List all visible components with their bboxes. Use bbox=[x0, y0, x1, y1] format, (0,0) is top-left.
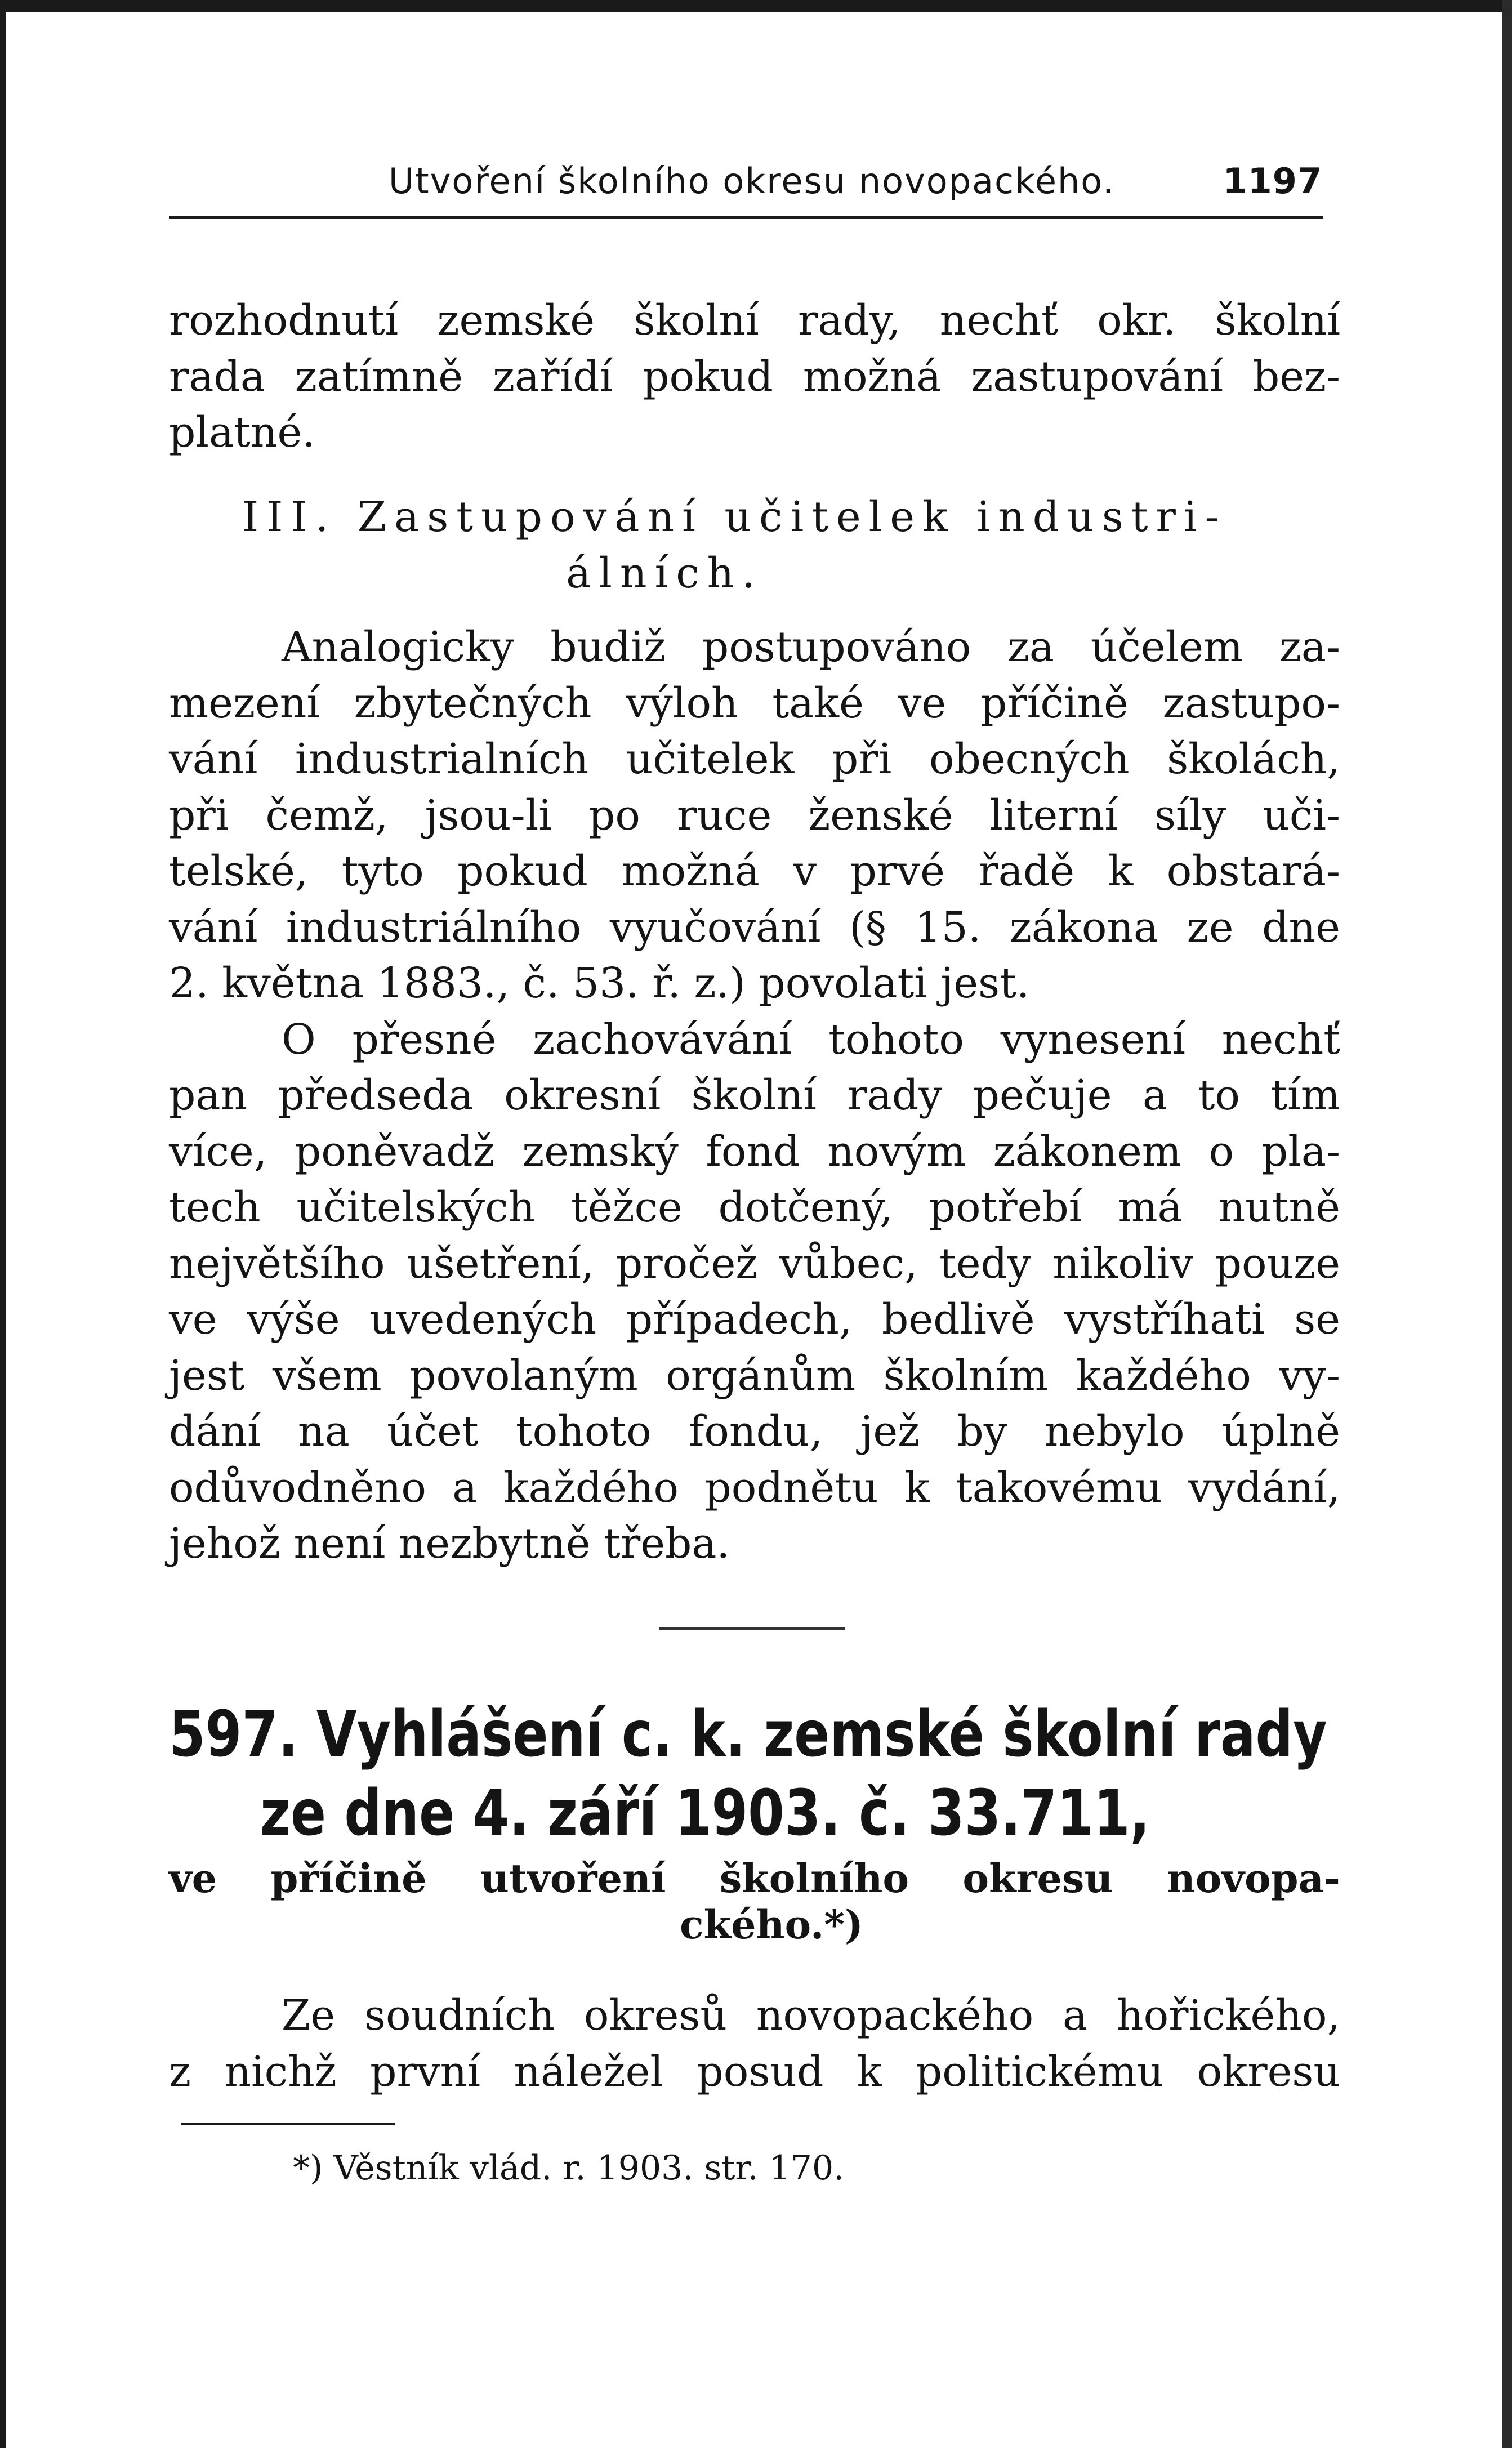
footnote-rule bbox=[181, 2123, 395, 2125]
decree-subtitle-line-2: ckého.*) bbox=[679, 1901, 864, 1948]
text-line: tech učitelských těžce dotčený, potřebí má nutně bbox=[169, 1183, 1340, 1232]
text-line: Analogicky budiž postupováno za účelem za- bbox=[282, 623, 1340, 671]
section-heading-line-1: III. Zastupování učitelek industri- bbox=[242, 493, 1227, 541]
section-heading bbox=[169, 489, 1340, 601]
text-line: platné. bbox=[169, 408, 315, 457]
scan-border-right bbox=[1502, 0, 1512, 2448]
section-body bbox=[169, 619, 1340, 1572]
scan-border-top bbox=[0, 0, 1512, 12]
text-line: Ze soudních okresů novopackého a hořického, bbox=[282, 1991, 1340, 2040]
section-heading-line-2: álních. bbox=[566, 549, 763, 597]
text-line: jest všem povolaným orgánům školním každého vy- bbox=[169, 1351, 1340, 1400]
paragraph-continuation bbox=[169, 293, 1340, 461]
text-line: rada zatímně zařídí pokud možná zastupování bez- bbox=[169, 352, 1340, 401]
text-line: ve výše uvedených případech, bedlivě vystříhati se bbox=[169, 1295, 1340, 1344]
text-line: dání na účet tohoto fondu, jež by nebylo úplně bbox=[169, 1407, 1340, 1456]
text-line: jehož není nezbytně třeba. bbox=[169, 1519, 730, 1568]
page-number: 1197 bbox=[1223, 160, 1322, 202]
running-header bbox=[389, 160, 1329, 206]
scan-border-left bbox=[0, 0, 6, 2448]
text-line: při čemž, jsou-li po ruce ženské literní síly uči- bbox=[169, 791, 1340, 840]
header-rule bbox=[169, 216, 1323, 219]
text-line: z nichž první náležel posud k politickému okresu bbox=[169, 2047, 1340, 2096]
text-line: mezení zbytečných výloh také ve příčině zastupo- bbox=[169, 679, 1340, 728]
text-line: více, poněvadž zemský fond novým zákonem o pla- bbox=[169, 1127, 1340, 1176]
decree-title-line-1: 597. Vyhlášení c. k. zemské školní rady bbox=[169, 1698, 1327, 1771]
text-line: 2. května 1883., č. 53. ř. z.) povolati jest. bbox=[169, 959, 1030, 1007]
decree-subtitle bbox=[169, 1856, 1340, 1948]
footnote: *) Věstník vlád. r. 1903. str. 170. bbox=[293, 2148, 845, 2188]
running-header-title: Utvoření školního okresu novopackého. bbox=[389, 160, 1115, 202]
decree-subtitle-line-1: ve příčině utvoření školního okresu novopa- bbox=[169, 1855, 1340, 1902]
text-line: odůvodněno a každého podnětu k takovému vydání, bbox=[169, 1463, 1340, 1512]
text-line: vání industriálního vyučování (§ 15. zákona ze dne bbox=[169, 903, 1340, 952]
section-divider bbox=[659, 1627, 845, 1630]
text-line: rozhodnutí zemské školní rady, nechť okr. školní bbox=[169, 296, 1340, 345]
decree-title bbox=[169, 1695, 1337, 1853]
text-line: telské, tyto pokud možná v prvé řadě k obstará- bbox=[169, 847, 1340, 895]
decree-title-line-2: ze dne 4. září 1903. č. 33.711, bbox=[260, 1777, 1150, 1850]
text-line: vání industrialních učitelek při obecných školách, bbox=[169, 735, 1340, 783]
decree-body bbox=[169, 1988, 1340, 2100]
text-line: O přesné zachovávání tohoto vynesení nechť bbox=[282, 1015, 1340, 1064]
text-line: pan předseda okresní školní rady pečuje a to tím bbox=[169, 1071, 1340, 1120]
text-line: největšího ušetření, pročež vůbec, tedy nikoliv pouze bbox=[169, 1239, 1340, 1288]
